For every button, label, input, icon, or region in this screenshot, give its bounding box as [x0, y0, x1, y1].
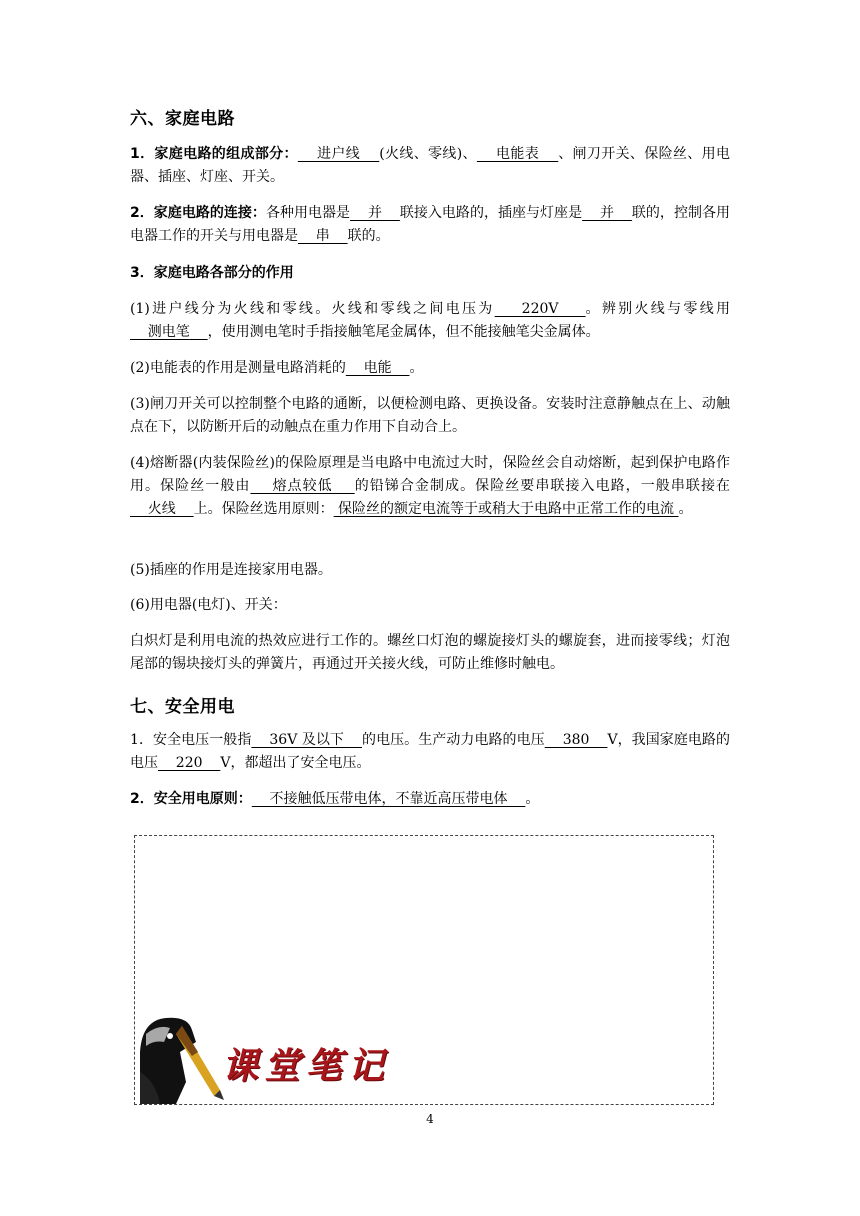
paragraph-socket: (5)插座的作用是连接家用电器。: [130, 562, 332, 578]
class-notes-logo: [136, 1012, 416, 1104]
text: (2)电能表的作用是测量电路消耗的: [130, 360, 346, 376]
text: V，我国家庭电路的电压: [130, 732, 730, 771]
text: 的铅锑合金制成。保险丝要串联接入电路，一般串联接在: [354, 478, 731, 494]
section-6-heading: 六、家庭电路: [130, 109, 235, 129]
paragraph-safe-voltage: [130, 729, 730, 775]
text: 联的，控制各用电器工作的开关与用电器是: [130, 205, 731, 244]
paragraph-safety-principle: [130, 788, 730, 811]
text: 联接入电路的，插座与灯座是: [399, 205, 583, 221]
answer-blank: 火线: [130, 501, 194, 517]
answer-blank: 保险丝的额定电流等于或稍大于电路中正常工作的电流: [333, 501, 679, 517]
item-label: 2．家庭电路的连接：: [130, 205, 266, 221]
answer-blank: 220V: [494, 301, 586, 317]
text: (火线、零线)、: [379, 146, 477, 162]
text: 。: [678, 501, 693, 517]
paragraph-appliance-switch: (6)用电器(电灯)、开关：: [130, 597, 287, 613]
text: 的电压。生产动力电路的电压: [362, 732, 545, 748]
answer-blank: 不接触低压带电体，不靠近高压带电体: [251, 791, 526, 807]
text: (1)进户线分为火线和零线。火线和零线之间电压为: [130, 301, 495, 317]
item-3-title: 3．家庭电路各部分的作用: [130, 265, 294, 281]
answer-blank: [190, 324, 208, 340]
item-label: 2．安全用电原则：: [130, 791, 252, 807]
paragraph-electric-meter: [130, 357, 730, 380]
paragraph-household-circuit-composition: [130, 143, 730, 189]
text: 。: [409, 360, 424, 376]
text: 上。保险丝选用原则：: [193, 501, 334, 517]
text: 联的。: [347, 228, 390, 244]
paragraph-incandescent-lamp: 白炽灯是利用电流的热效应进行工作的。螺丝口灯泡的螺旋接灯头的螺旋套，进而接零线；灯泡尾部的锡块接灯头的弹簧片，再通过开关接火线，可防止维修时触电。: [130, 633, 730, 672]
text: 、闸刀开关、保险丝、用电器、插座、灯座、开关。: [130, 146, 730, 185]
logo-text: 课堂笔记: [222, 1045, 391, 1087]
answer-blank: 并: [350, 205, 400, 221]
text: 。: [525, 791, 540, 807]
section-7-heading: 七、安全用电: [130, 697, 235, 717]
text: 各种用电器是: [265, 205, 351, 221]
answer-blank: 熔点较低: [250, 478, 355, 494]
penguin-pen-icon: [136, 1012, 236, 1104]
answer-blank: 电能: [345, 360, 410, 376]
paragraph-service-line: [130, 298, 730, 344]
answer-blank: 220: [158, 755, 221, 771]
answer-blank: 进户线: [297, 146, 380, 162]
text: 1．安全电压一般指: [130, 732, 252, 748]
item-label: 1．家庭电路的组成部分：: [130, 146, 298, 162]
text: V，都超出了安全电压。: [220, 755, 371, 771]
answer-blank: 串: [298, 228, 348, 244]
paragraph-knife-switch: (3)闸刀开关可以控制整个电路的通断，以便检测电路、更换设备。安装时注意静触点在上、动触点在下，以防断开后的动触点在重力作用下自动合上。: [130, 396, 730, 435]
paragraph-household-circuit-connection: [130, 202, 730, 248]
answer-blank: 测电笔: [130, 324, 190, 340]
answer-blank: 电能表: [476, 146, 559, 162]
answer-blank: 36V 及以下: [251, 732, 363, 748]
answer-blank: 380: [544, 732, 608, 748]
answer-blank: 并: [582, 205, 632, 221]
text: ，使用测电笔时手指接触笔尾金属体，但不能接触笔尖金属体。: [207, 324, 600, 340]
paragraph-fuse: [130, 452, 730, 521]
text: 。辨别火线与零线用: [585, 301, 730, 317]
page-number: 4: [426, 1112, 434, 1126]
text: (4)熔断器(内装保险丝)的保险原理是当电路中电流过大时，保险丝会自动熔断，起到保护电路作用。保险丝一般由: [130, 455, 730, 494]
